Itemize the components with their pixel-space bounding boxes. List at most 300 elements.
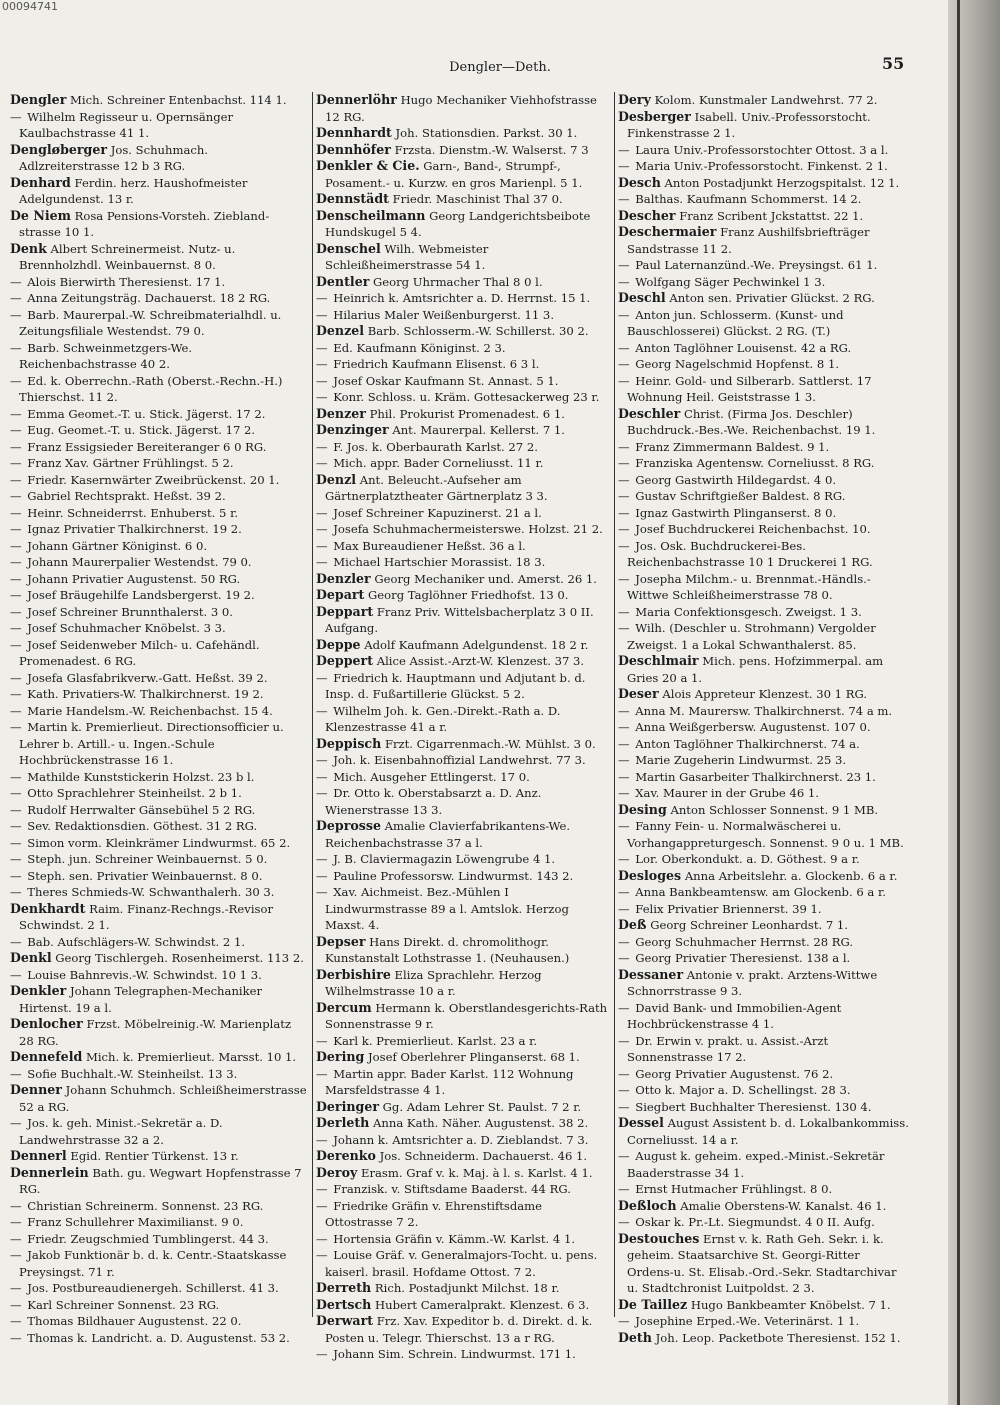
entry-details: Anna Bankbeamtensw. am Glockenb. 6 a r. [635,885,886,899]
directory-entry [316,1297,612,1314]
directory-entry [618,505,910,522]
ditto-dash: — [10,1231,26,1246]
ditto-dash: — [316,1231,332,1246]
directory-entry [10,950,308,967]
directory-entry [10,505,308,522]
ditto-dash: — [10,604,26,619]
directory-entry [316,1313,612,1346]
ditto-dash: — [10,637,26,652]
entry-details: Frzsta. Dienstm.-W. Walserst. 7 3 [394,142,589,157]
entry-details: Hans Direkt. d. chromolithogr. Kunstanstalt Lothstrasse 1. (Neuhausen.) [325,934,570,965]
ditto-dash: — [316,1347,332,1361]
entry-surname: Denscheilmann [316,207,426,223]
entry-details: Jos. Schneiderm. Dachauerst. 46 1. [379,1149,588,1163]
entry-details: Marie Handelsm.-W. Reichenbachst. 15 4. [27,703,273,718]
entry-details: Amalie Clavierfabrikantens-We. Reichenbachstrasse 37 a l. [325,819,571,850]
directory-entry [10,92,308,109]
ditto-dash: — [316,1248,332,1262]
directory-entry [316,1033,612,1050]
entry-details: Erasm. Graf v. k. Maj. à l. s. Karlst. 4 1. [360,1165,593,1180]
entry-surname: Dercum [316,999,372,1015]
entry-details: Friedr. Kasernwärter Zweibrückenst. 20 1. [27,472,280,487]
entry-details: Maria Univ.-Professorstocht. Finkenst. 2 1. [635,159,888,173]
directory-entry [316,1181,612,1198]
directory-entry [618,1214,910,1231]
column-divider [614,92,615,1317]
directory-entry [316,1115,612,1132]
directory-entry [10,406,308,423]
directory-entry [10,703,308,720]
entry-details: Friedrich k. Hauptmann und Adjutant b. d. Insp. d. Fußartillerie Glückst. 5 2. [325,670,586,701]
entry-surname: Denkler & Cie. [316,158,420,173]
entry-surname: Dengler [10,92,67,107]
ditto-dash: — [10,439,26,454]
entry-details: Johann Maurerpalier Westendst. 79 0. [27,555,252,569]
directory-entry [618,719,910,736]
running-head: Dengler—Deth. [449,60,551,75]
directory-entry [10,1313,308,1330]
entry-surname: Dennerl [10,1148,67,1163]
entry-surname: Dennerlöhr [316,92,397,107]
entry-details: Siegbert Buchhalter Theresienst. 130 4. [635,1099,872,1114]
entry-details: Franz Schullehrer Maximilianst. 9 0. [27,1215,244,1229]
directory-entry [618,868,910,885]
entry-details: Gabriel Rechtsprakt. Heßst. 39 2. [27,489,226,503]
entry-details: Gg. Adam Lehrer St. Paulst. 7 2 r. [382,1099,582,1114]
ditto-dash: — [10,1066,26,1081]
directory-entry [618,1181,910,1198]
entry-surname: Deprosse [316,818,381,833]
directory-entry [618,1297,910,1314]
ditto-dash: — [10,1248,26,1262]
directory-entry [10,1297,308,1314]
entry-details: Anton sen. Privatier Glückst. 2 RG. [669,291,875,305]
entry-details: Eliza Sprachlehr. Herzog Wilhelmstrasse 10 a r. [325,967,542,998]
entry-details: Hortensia Gräfin v. Kämm.-W. Karlst. 4 1. [333,1231,576,1246]
directory-column-3 [618,92,910,1345]
directory-entry [10,967,308,984]
directory-entry [316,736,612,753]
entry-details: Josef Schuhmacher Knöbelst. 3 3. [27,621,226,635]
ditto-dash: — [10,291,26,305]
entry-surname: Denzer [316,405,366,421]
ditto-dash: — [10,720,26,734]
ditto-dash: — [618,159,634,173]
directory-entry [316,307,612,324]
entry-details: Georg Landgerichtsbeibote Hundskugel 5 4. [325,208,591,239]
ditto-dash: — [618,604,634,619]
entry-surname: Derbishire [316,966,391,982]
entry-details: Anton Taglöhner Thalkirchnerst. 74 a. [635,736,860,751]
column-divider [312,92,313,1317]
entry-details: Hugo Bankbeamter Knöbelst. 7 1. [690,1297,891,1312]
directory-entry [316,653,612,670]
entry-details: Joh. Stationsdien. Parkst. 30 1. [395,126,578,140]
entry-details: Rudolf Herrwalter Gänsebühel 5 2 RG. [27,802,256,817]
ditto-dash: — [618,192,634,206]
ditto-dash: — [618,1149,634,1163]
ditto-dash: — [10,456,26,470]
directory-entry [618,472,910,489]
entry-surname: Denlocher [10,1016,83,1031]
directory-entry [618,92,910,109]
ditto-dash: — [10,621,26,635]
ditto-dash: — [10,373,26,388]
entry-surname: Deschler [618,405,681,421]
entry-details: Eug. Geomet.-T. u. Stick. Jägerst. 17 2. [27,423,256,437]
directory-entry [10,521,308,538]
directory-entry [10,241,308,274]
entry-details: Frzst. Möbelreinig.-W. Marienplatz 28 RG. [19,1017,292,1048]
directory-entry [316,554,612,571]
directory-entry [618,307,910,340]
entry-details: Karl Schreiner Sonnenst. 23 RG. [27,1297,220,1312]
directory-entry [618,373,910,406]
ditto-dash: — [316,753,332,767]
entry-details: F. Jos. k. Oberbaurath Karlst. 27 2. [333,439,538,454]
entry-surname: Desloges [618,867,682,883]
directory-entry [316,1346,612,1363]
ditto-dash: — [10,670,26,685]
entry-details: Adolf Kaufmann Adelgundenst. 18 2 r. [364,637,589,652]
directory-entry [618,604,910,621]
directory-entry [316,785,612,818]
directory-entry [316,1066,612,1099]
entry-details: Xav. Aichmeist. Bez.-Mühlen I Lindwurmstrasse 89 a l. Amtslok. Herzog Maxst. 4. [325,885,569,932]
entry-surname: Destouches [618,1230,700,1246]
entry-surname: Dennstädt [316,191,389,206]
directory-entry [10,340,308,373]
directory-entry [316,587,612,604]
directory-entry [618,1330,910,1347]
ditto-dash: — [618,885,634,899]
entry-details: Phil. Prokurist Promenadest. 6 1. [369,406,565,421]
directory-entry [618,818,910,851]
ditto-dash: — [10,885,26,899]
directory-entry [618,752,910,769]
entry-surname: Denkl [10,950,52,965]
directory-entry [10,769,308,786]
entry-surname: Denhard [10,174,71,190]
entry-details: Georg Schuhmacher Herrnst. 28 RG. [635,934,854,949]
entry-details: Mich. Schreiner Entenbachst. 114 1. [70,93,287,107]
entry-details: Georg Schreiner Leonhardst. 7 1. [650,918,848,932]
entry-details: Dr. Erwin v. prakt. u. Assist.-Arzt Sonnenstrasse 17 2. [627,1033,829,1064]
ditto-dash: — [10,835,26,850]
entry-details: Raim. Finanz-Rechngs.-Revisor Schwindst. 2 1. [19,901,273,932]
ditto-dash: — [618,489,634,503]
entry-details: Wilhelm Joh. k. Gen.-Direkt.-Rath a. D. Klenzestrasse 41 a r. [325,703,561,734]
directory-entry [618,340,910,357]
directory-entry [618,158,910,175]
entry-details: Louise Gräf. v. Generalmajors-Tocht. u. pens. kaiserl. brasil. Hofdame Ottost. 7 2. [325,1248,598,1279]
entry-details: Georg Gastwirth Hildegardst. 4 0. [635,472,837,487]
entry-details: Antonie v. prakt. Arztens-Wittwe Schnorrstrasse 9 3. [627,967,878,998]
directory-entry [316,884,612,934]
entry-details: Amalie Oberstens-W. Kanalst. 46 1. [680,1198,887,1213]
ditto-dash: — [618,472,634,487]
ditto-dash: — [10,571,26,586]
entry-surname: Deser [618,686,659,701]
page-edge [957,0,960,1405]
directory-entry [618,455,910,472]
ditto-dash: — [316,1182,332,1196]
ditto-dash: — [618,571,634,586]
directory-entry [618,274,910,291]
directory-entry [10,554,308,571]
entry-details: Franz Scribent Jckstattst. 22 1. [679,208,864,223]
ditto-dash: — [10,819,26,833]
entry-surname: Derreth [316,1280,372,1295]
directory-entry [10,142,308,175]
entry-details: Lor. Oberkondukt. a. D. Göthest. 9 a r. [635,852,860,866]
entry-details: Hubert Cameralprakt. Klenzest. 6 3. [375,1297,590,1312]
entry-details: Barb. Schweinmetzgers-We. Reichenbachstrasse 40 2. [19,340,193,371]
ditto-dash: — [316,456,332,470]
ditto-dash: — [618,1083,634,1097]
entry-details: Georg Nagelschmid Hopfenst. 8 1. [635,357,840,371]
directory-entry [316,406,612,423]
ditto-dash: — [618,1182,634,1196]
entry-details: Mathilde Kunststickerin Holzst. 23 b l. [27,769,255,784]
entry-details: Ernst v. k. Rath Geh. Sekr. i. k. geheim. Staatsarchive St. Georgi-Ritter Ordens-u. St. Elisab.-Ord.-Sekr. Stadtarchivar u. Stadtchronist Luitpoldst. 2 3. [627,1231,897,1295]
ditto-dash: — [10,802,26,817]
entry-surname: Dertsch [316,1296,372,1312]
ditto-dash: — [10,274,26,289]
entry-details: Franzisk. v. Stiftsdame Baaderst. 44 RG. [333,1182,571,1196]
entry-surname: Dennhardt [316,125,392,140]
ditto-dash: — [316,852,332,866]
directory-entry [618,290,910,307]
directory-entry [10,637,308,670]
directory-entry [618,1148,910,1181]
ditto-dash: — [618,258,634,272]
entry-details: Josephine Erped.-We. Veterinärst. 1 1. [635,1314,860,1328]
entry-surname: Deppart [316,603,374,619]
entry-surname: Desberger [618,108,691,124]
entry-details: Mich. appr. Bader Corneliusst. 11 r. [333,456,544,470]
entry-details: Georg Privatier Augustenst. 76 2. [635,1066,834,1081]
directory-entry [618,736,910,753]
directory-entry [618,191,910,208]
directory-entry [10,422,308,439]
entry-surname: Dering [316,1049,365,1064]
entry-details: Johann Gärtner Königinst. 6 0. [27,538,208,553]
entry-details: Frzt. Cigarrenmach.-W. Mühlst. 3 0. [384,736,596,751]
directory-entry [618,1033,910,1066]
entry-details: Mich. Ausgeher Ettlingerst. 17 0. [333,769,530,784]
entry-details: Franz Priv. Wittelsbacherplatz 3 0 II. Aufgang. [325,604,594,635]
directory-entry [316,1132,612,1149]
directory-entry [10,686,308,703]
entry-details: Thomas Bildhauer Augustenst. 22 0. [27,1314,242,1328]
directory-entry [618,884,910,901]
entry-surname: Depart [316,587,365,602]
entry-details: Frz. Xav. Expeditor b. d. Direkt. d. k. Posten u. Telegr. Thierschst. 13 a r RG. [325,1314,593,1345]
directory-entry [316,604,612,637]
entry-surname: Denkler [10,983,67,998]
ditto-dash: — [10,1281,26,1295]
ditto-dash: — [316,786,332,800]
entry-details: Isabell. Univ.-Professorstocht. Finkenstrasse 2 1. [627,109,871,140]
ditto-dash: — [316,340,332,355]
directory-entry [618,208,910,225]
entry-details: Ernst Hutmacher Frühlingst. 8 0. [635,1182,833,1196]
ditto-dash: — [10,1314,26,1328]
entry-details: Christian Schreinerm. Sonnenst. 23 RG. [27,1198,264,1213]
directory-entry [618,1115,910,1148]
entry-details: Alois Appreteur Klenzest. 30 1 RG. [662,687,868,701]
directory-entry [10,208,308,241]
entry-details: Johann k. Amtsrichter a. D. Zieblandst. 7 3. [333,1132,589,1147]
directory-entry [316,439,612,456]
entry-details: Josef Oberlehrer Plinganserst. 68 1. [368,1050,580,1064]
directory-entry [618,1099,910,1116]
directory-entry [618,1082,910,1099]
directory-entry [316,1148,612,1165]
directory-column-1 [10,92,308,1345]
directory-entry [10,835,308,852]
entry-details: Franz Zimmermann Baldest. 9 1. [635,439,830,454]
entry-details: Christ. (Firma Jos. Deschler) Buchdruck.-Bes.-We. Reichenbachst. 19 1. [627,406,876,437]
directory-entry [10,719,308,769]
entry-details: Xav. Maurer in der Grube 46 1. [635,786,819,800]
entry-details: Rosa Pensions-Vorsteh. Ziebland-strasse 10 1. [19,208,270,239]
directory-entry [618,917,910,934]
entry-surname: Deth [618,1329,652,1345]
directory-entry [618,967,910,1000]
ditto-dash: — [10,967,26,982]
ditto-dash: — [10,423,26,437]
directory-entry [316,125,612,142]
ditto-dash: — [10,109,26,124]
entry-details: Friedr. Maschinist Thal 37 0. [392,192,563,206]
directory-entry [316,934,612,967]
directory-entry [316,637,612,654]
entry-details: Hermann k. Oberstlandesgerichts-Rath Sonnenstrasse 9 r. [325,1000,608,1031]
directory-entry [316,1049,612,1066]
directory-entry [618,703,910,720]
directory-entry [10,1231,308,1248]
entry-details: Jos. Schuhmach. Adlzreiterstrasse 12 b 3 RG. [19,142,209,173]
directory-entry [10,472,308,489]
directory-entry [618,488,910,505]
entry-details: Otto Sprachlehrer Steinheilst. 2 b 1. [27,786,242,800]
entry-surname: Deßloch [618,1197,677,1213]
entry-details: Karl k. Premierlieut. Karlst. 23 a r. [333,1033,538,1048]
ditto-dash: — [618,1000,634,1015]
ditto-dash: — [10,1330,26,1345]
entry-surname: Dennefeld [10,1049,83,1064]
directory-entry [618,109,910,142]
directory-entry [10,802,308,819]
directory-entry [10,109,308,142]
directory-entry [618,653,910,686]
entry-details: Garn-, Band-, Strumpf-, Posament.- u. Kurzw. en gros Marienpl. 5 1. [325,159,583,190]
directory-entry [316,241,612,274]
entry-surname: Deroy [316,1164,358,1180]
directory-entry [316,571,612,588]
entry-surname: Dentler [316,273,370,289]
directory-entry [316,455,612,472]
page-number: 55 [882,54,905,73]
entry-details: Rich. Postadjunkt Milchst. 18 r. [374,1281,560,1295]
entry-details: Josef Schreiner Brunnthalerst. 3 0. [27,604,233,619]
ditto-dash: — [618,1099,634,1114]
ditto-dash: — [10,868,26,883]
directory-entry [618,785,910,802]
entry-details: Jos. Osk. Buchdruckerei-Bes. Reichenbachstrasse 10 1 Druckerei 1 RG. [627,538,873,569]
ditto-dash: — [10,588,26,602]
directory-entry [10,1049,308,1066]
entry-details: Kath. Privatiers-W. Thalkirchnerst. 19 2. [27,687,264,701]
directory-entry [316,1280,612,1297]
entry-details: Konr. Schloss. u. Kräm. Gottesackerweg 23 r. [333,390,600,404]
entry-details: Johann Telegraphen-Mechaniker Hirtenst. 19 a l. [19,984,263,1015]
directory-entry [316,868,612,885]
directory-entry [618,934,910,951]
entry-details: Ed. Kaufmann Königinst. 2 3. [333,340,506,355]
ditto-dash: — [618,357,634,371]
entry-details: Anna Zeitungsträg. Dachauerst. 18 2 RG. [27,291,271,305]
ditto-dash: — [10,687,26,701]
ditto-dash: — [618,307,634,322]
entry-details: Emma Geomet.-T. u. Stick. Jägerst. 17 2. [27,406,266,421]
entry-details: J. B. Claviermagazin Löwengrube 4 1. [333,852,556,866]
ditto-dash: — [316,1066,332,1081]
entry-surname: Derenko [316,1148,376,1163]
ditto-dash: — [618,819,634,833]
entry-surname: Depser [316,933,366,949]
entry-details: David Bank- und Immobilien-Agent Hochbrückenstrasse 4 1. [627,1000,842,1031]
directory-entry [316,92,612,125]
entry-details: Anton Schlosser Sonnenst. 9 1 MB. [670,802,879,817]
ditto-dash: — [10,1116,26,1130]
ditto-dash: — [618,142,634,157]
ditto-dash: — [618,901,634,916]
entry-details: Alois Bierwirth Theresienst. 17 1. [27,274,226,289]
entry-details: Max Bureaudiener Heßst. 36 a l. [333,538,526,553]
entry-details: Ed. k. Oberrechn.-Rath (Oberst.-Rechn.-H.) Thierschst. 11 2. [19,373,283,404]
entry-details: Ferdin. herz. Haushofmeister Adelgundenst. 13 r. [19,175,248,206]
directory-entry [10,934,308,951]
entry-details: Fanny Fein- u. Normalwäscherei u. Vorhangappreturgesch. Sonnenst. 9 0 u. 1 MB. [627,819,904,850]
ditto-dash: — [10,769,26,784]
directory-entry [316,703,612,736]
entry-surname: Denzel [316,323,365,338]
entry-details: Bab. Aufschlägers-W. Schwindst. 2 1. [27,934,246,949]
ditto-dash: — [618,1314,634,1328]
ditto-dash: — [618,373,634,388]
entry-details: Josepha Milchm.- u. Brennmat.-Händls.-Wittwe Schleißheimerstrasse 78 0. [627,571,871,602]
entry-details: Egid. Rentier Türkenst. 13 r. [70,1149,239,1163]
ditto-dash: — [618,720,634,734]
entry-details: Martin appr. Bader Karlst. 112 Wohnung Marsfeldstrasse 4 1. [325,1066,574,1097]
ditto-dash: — [618,1066,634,1081]
entry-surname: Denzl [316,471,357,487]
entry-details: Ant. Maurerpal. Kellerst. 7 1. [392,423,565,437]
ditto-dash: — [618,951,634,965]
directory-entry [10,670,308,687]
entry-details: Simon vorm. Kleinkrämer Lindwurmst. 65 2. [27,835,291,850]
ditto-dash: — [10,489,26,503]
ditto-dash: — [10,307,26,322]
directory-entry [10,983,308,1016]
directory-entry [316,142,612,159]
entry-details: Georg Privatier Theresienst. 138 a l. [635,951,851,965]
entry-details: Mich. k. Premierlieut. Marsst. 10 1. [85,1050,297,1064]
directory-entry [316,1247,612,1280]
